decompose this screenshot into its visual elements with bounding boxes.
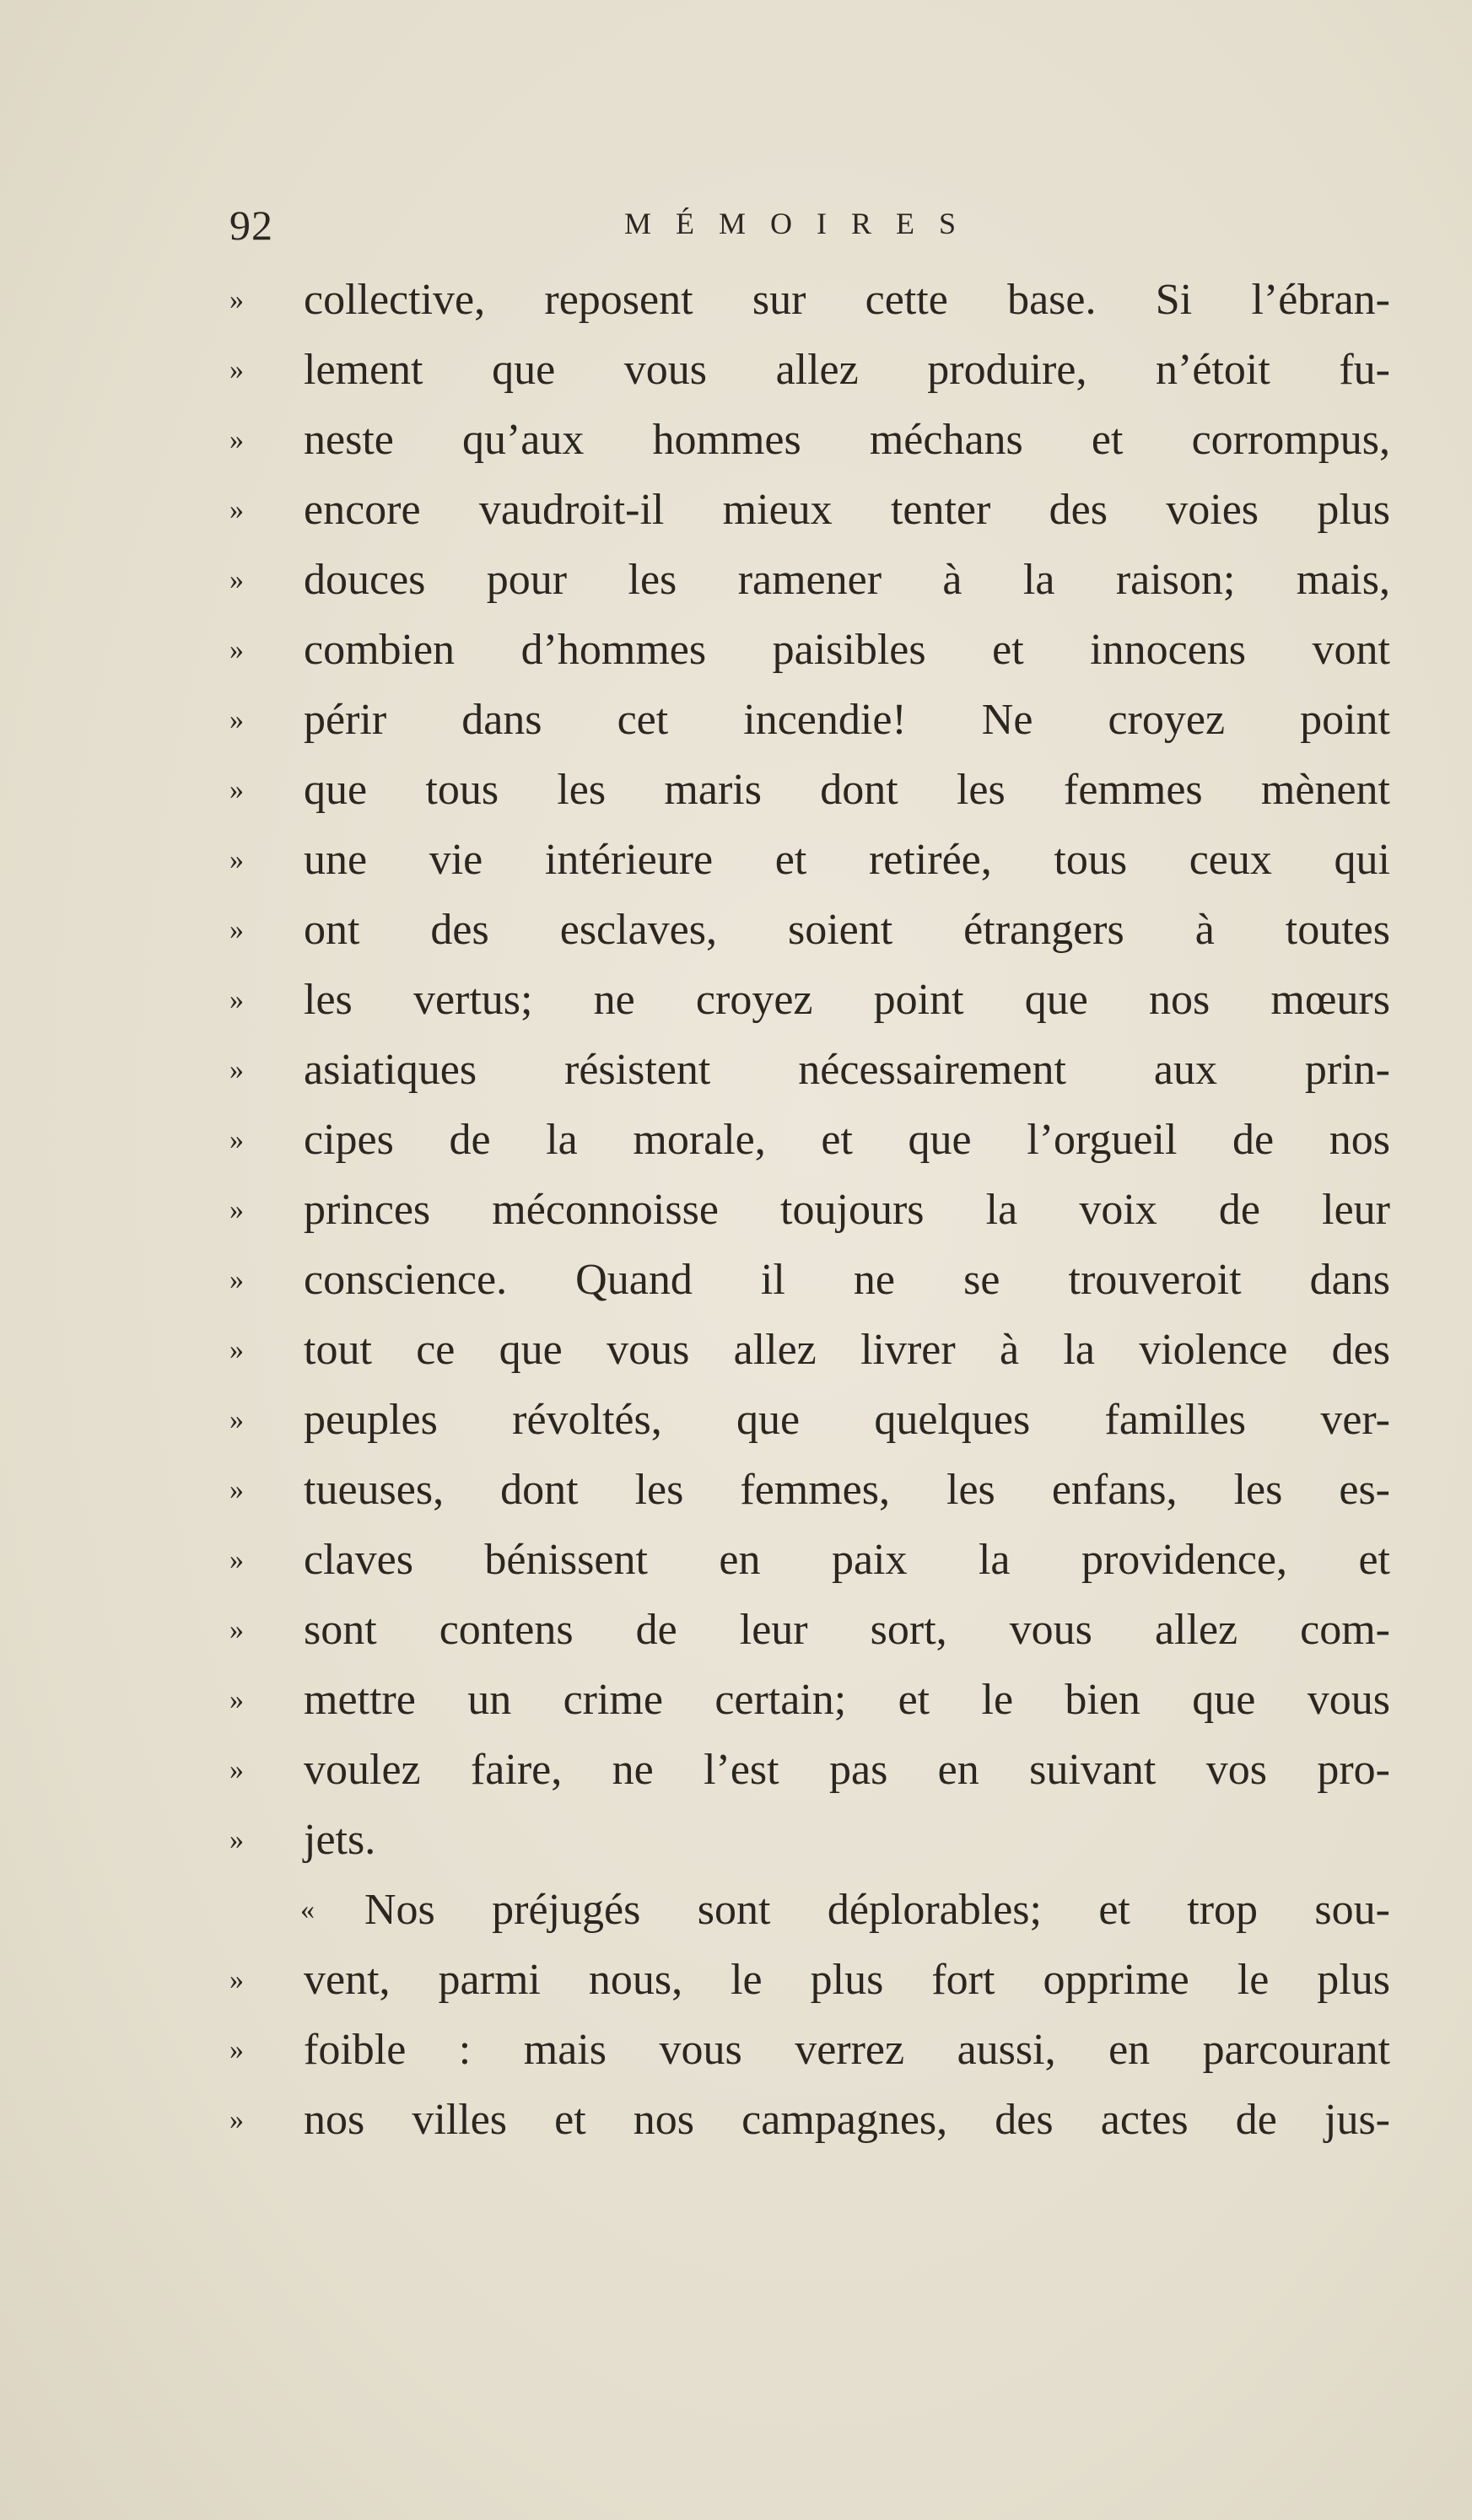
line-text: voulez faire, ne l’est pas en suivant vos pro- <box>304 1746 1390 1794</box>
quote-mark: » <box>229 1264 244 1295</box>
quote-mark: » <box>229 494 244 525</box>
quote-mark: » <box>229 1404 244 1435</box>
line-text: sont contens de leur sort, vous allez com- <box>304 1606 1390 1654</box>
line-text: neste qu’aux hommes méchans et corrompus, <box>304 416 1390 464</box>
text-line <box>229 265 1394 335</box>
quote-mark: » <box>229 984 244 1015</box>
line-text: conscience. Quand il ne se trouveroit dans <box>304 1256 1390 1304</box>
line-text: tueuses, dont les femmes, les enfans, les es- <box>304 1466 1390 1514</box>
text-line <box>229 1805 1394 1875</box>
line-text: douces pour les ramener à la raison; mais, <box>304 556 1390 604</box>
quote-mark: » <box>229 1824 244 1855</box>
text-line <box>229 475 1394 545</box>
text-line <box>229 1035 1394 1105</box>
text-line <box>229 545 1394 615</box>
quote-mark: » <box>229 284 244 315</box>
text-line <box>229 1315 1394 1385</box>
line-text: foible : mais vous verrez aussi, en parcourant <box>304 2026 1390 2074</box>
line-text: Nos préjugés sont déplorables; et trop sou- <box>364 1886 1390 1934</box>
text-line <box>229 2015 1394 2085</box>
quote-mark: » <box>229 914 244 945</box>
quote-mark: » <box>229 1054 244 1085</box>
quote-mark: » <box>229 424 244 455</box>
quote-mark: » <box>229 564 244 595</box>
text-block <box>229 265 1394 2155</box>
quote-mark: » <box>229 2034 244 2065</box>
running-title: MÉMOIRES <box>624 207 981 240</box>
quote-mark: » <box>229 1124 244 1155</box>
quote-mark: » <box>229 1964 244 1995</box>
quote-mark: » <box>229 1334 244 1365</box>
quote-mark: » <box>229 1754 244 1785</box>
text-line <box>229 1735 1394 1805</box>
text-line <box>229 895 1394 965</box>
text-line <box>229 685 1394 755</box>
text-line <box>229 755 1394 825</box>
quote-mark: » <box>229 704 244 735</box>
line-text: une vie intérieure et retirée, tous ceux qui <box>304 836 1390 884</box>
line-text: vent, parmi nous, le plus fort opprime le plus <box>304 1956 1390 2004</box>
text-line <box>229 1245 1394 1315</box>
text-line <box>229 825 1394 895</box>
line-text: mettre un crime certain; et le bien que vous <box>304 1676 1390 1724</box>
quote-mark: » <box>229 844 244 875</box>
line-text: lement que vous allez produire, n’étoit fu- <box>304 346 1390 394</box>
quote-mark: » <box>229 634 244 665</box>
line-text: ont des esclaves, soient étrangers à toutes <box>304 906 1390 954</box>
text-line <box>229 965 1394 1035</box>
text-line <box>229 1595 1394 1665</box>
text-line <box>229 1385 1394 1455</box>
page-number: 92 <box>229 202 273 249</box>
text-line <box>229 1525 1394 1595</box>
page-header <box>229 201 1385 251</box>
line-text: tout ce que vous allez livrer à la violence des <box>304 1326 1390 1374</box>
text-line <box>229 1105 1394 1175</box>
quote-mark: » <box>229 2104 244 2135</box>
text-line <box>229 1455 1394 1525</box>
line-text: que tous les maris dont les femmes mènent <box>304 766 1390 814</box>
quote-mark: » <box>229 354 244 385</box>
text-line <box>229 1945 1394 2015</box>
text-line <box>229 1665 1394 1735</box>
line-text: les vertus; ne croyez point que nos mœurs <box>304 976 1390 1024</box>
line-text: peuples révoltés, que quelques familles ver- <box>304 1396 1390 1444</box>
line-text: princes méconnoisse toujours la voix de leur <box>304 1186 1390 1234</box>
line-text: cipes de la morale, et que l’orgueil de nos <box>304 1116 1390 1164</box>
line-text: jets. <box>304 1816 376 1864</box>
quote-mark: « <box>300 1894 315 1925</box>
line-text: combien d’hommes paisibles et innocens vont <box>304 626 1390 674</box>
text-line <box>229 405 1394 475</box>
line-text: claves bénissent en paix la providence, et <box>304 1536 1390 1584</box>
line-text: asiatiques résistent nécessairement aux prin- <box>304 1046 1390 1094</box>
quote-mark: » <box>229 1614 244 1645</box>
line-text: nos villes et nos campagnes, des actes de jus- <box>304 2096 1390 2144</box>
paragraph-start-line <box>229 1875 1394 1945</box>
text-line <box>229 615 1394 685</box>
text-line <box>229 335 1394 405</box>
quote-mark: » <box>229 1544 244 1575</box>
text-line <box>229 1175 1394 1245</box>
quote-mark: » <box>229 1684 244 1715</box>
line-text: collective, reposent sur cette base. Si l’ébran- <box>304 276 1390 324</box>
line-text: encore vaudroit-il mieux tenter des voies plus <box>304 486 1390 534</box>
quote-mark: » <box>229 1194 244 1225</box>
quote-mark: » <box>229 1474 244 1505</box>
text-line <box>229 2085 1394 2155</box>
line-text: périr dans cet incendie! Ne croyez point <box>304 696 1390 744</box>
quote-mark: » <box>229 774 244 805</box>
